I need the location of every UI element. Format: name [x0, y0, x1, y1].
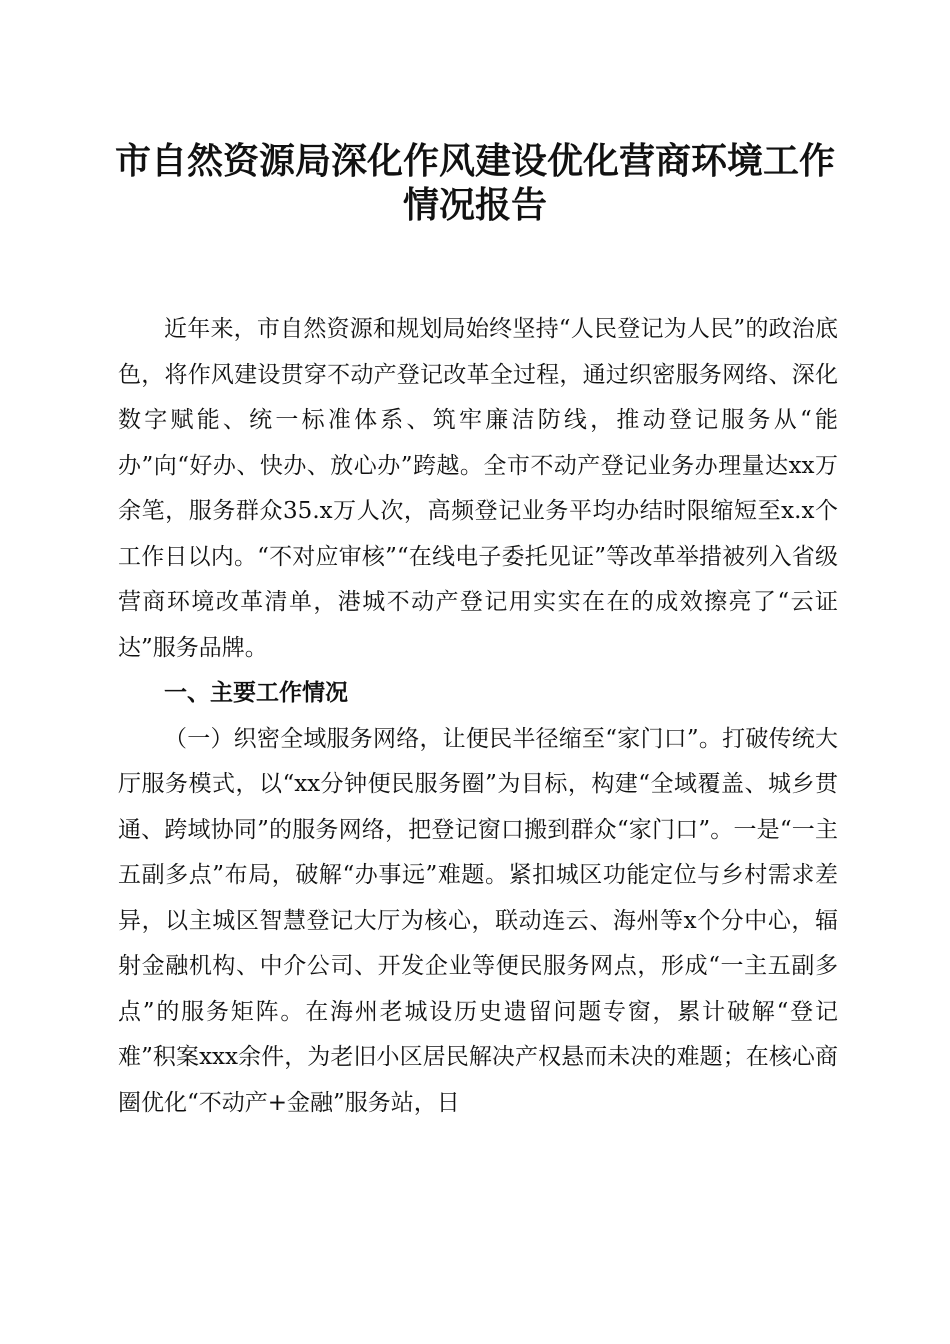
document-title-line-2: 情况报告 — [402, 184, 547, 226]
document-title-line-1: 市自然资源局深化作风建设优化营商环境工作 — [114, 140, 835, 182]
subsection-heading-1: （一）织密全域服务网络，让便民半径缩至“家门口”。 — [164, 725, 723, 752]
subsection-body-1: 打破传统大厅服务模式，以“xx分钟便民服务圈”为目标，构建“全域覆盖、城乡贯通、跨域协同”的服务网络，把登记窗口搬到群众“家门口”。一是“一主五副多点”布局，破解“办事远”难题。紧扣城区功能定位与乡村需求差异，以主城区智慧登记大厅为核心，联动连云、海州等x个分中心，辐射金融机构、中介公司、开发企业等便民服务网点，形成“一主五副多点”的服务矩阵。在海州老城设历史遗留问题专窗，累计破解“登记难”积案xxx余件，为老旧小区居民解决产权悬而未决的难题；在核心商圈优化“不动产+金融”服务站，日 — [118, 725, 838, 1116]
intro-paragraph: 近年来，市自然资源和规划局始终坚持“人民登记为人民”的政治底色，将作风建设贯穿不动产登记改革全过程，通过织密服务网络、深化数字赋能、统一标准体系、筑牢廉洁防线，推动登记服务从“能办”向“好办、快办、放心办”跨越。全市不动产登记业务办理量达xx万余笔，服务群众35.x万人次，高频登记业务平均办结时限缩短至x.x个工作日以内。“不对应审核”“在线电子委托见证”等改革举措被列入省级营商环境改革清单，港城不动产登记用实实在在的成效擦亮了“云证达”服务品牌。 — [118, 316, 838, 661]
subsection-paragraph-1 — [118, 717, 838, 1127]
section-heading-main-work: 一、主要工作情况 — [164, 680, 348, 706]
document-body — [118, 307, 838, 1126]
